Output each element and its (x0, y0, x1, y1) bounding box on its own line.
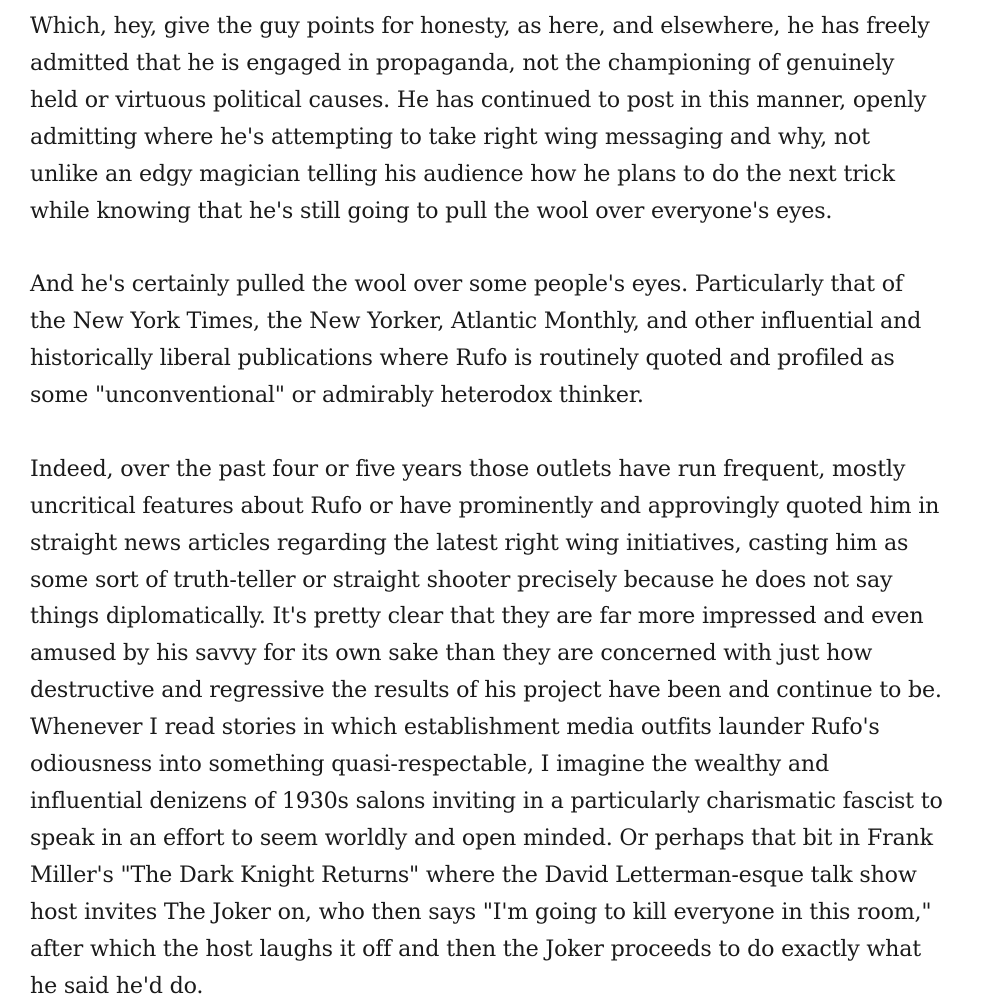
paragraph-2: And he's certainly pulled the wool over some people's eyes. Particularly that of the New York Times, the New Yorker, Atlantic Monthly, and other influential and historically liberal publications where Rufo is routinely quoted and profiled as some "unconventional" or admirably heterodox thinker. (30, 271, 922, 409)
paragraph-3: Indeed, over the past four or five years those outlets have run frequent, mostly uncritical features about Rufo or have prominently and approvingly quoted him in straight news articles regarding the latest right wing initiatives, casting him as some sort of truth-teller or straight shooter precisely because he does not say things diplomatically. It's pretty clear that they are far more impressed and even amused by his savvy for its own sake than they are concerned with just how destructive and regressive the results of his project have been and continue to be. Whenever I read stories in which establishment media outfits launder Rufo's odiousness into something quasi-respectable, I imagine the wealthy and influential denizens of 1930s salons inviting in a particularly charismatic fascist to speak in an effort to seem worldly and open minded. Or perhaps that bit in Frank Miller's "The Dark Knight Returns" where the David Letterman-esque talk show host invites The Joker on, who then says "I'm going to kill everyone in this room," after which the host laughs it off and then the Joker proceeds to do exactly what he said he'd do. (30, 455, 943, 999)
paragraph-1: Which, hey, give the guy points for honesty, as here, and elsewhere, he has freely admitted that he is engaged in propaganda, not the championing of genuinely held or virtuous political causes. He has continued to post in this manner, openly admitting where he's attempting to take right wing messaging and why, not unlike an edgy magician telling his audience how he plans to do the next trick while knowing that he's still going to pull the wool over everyone's eyes. (30, 13, 930, 224)
